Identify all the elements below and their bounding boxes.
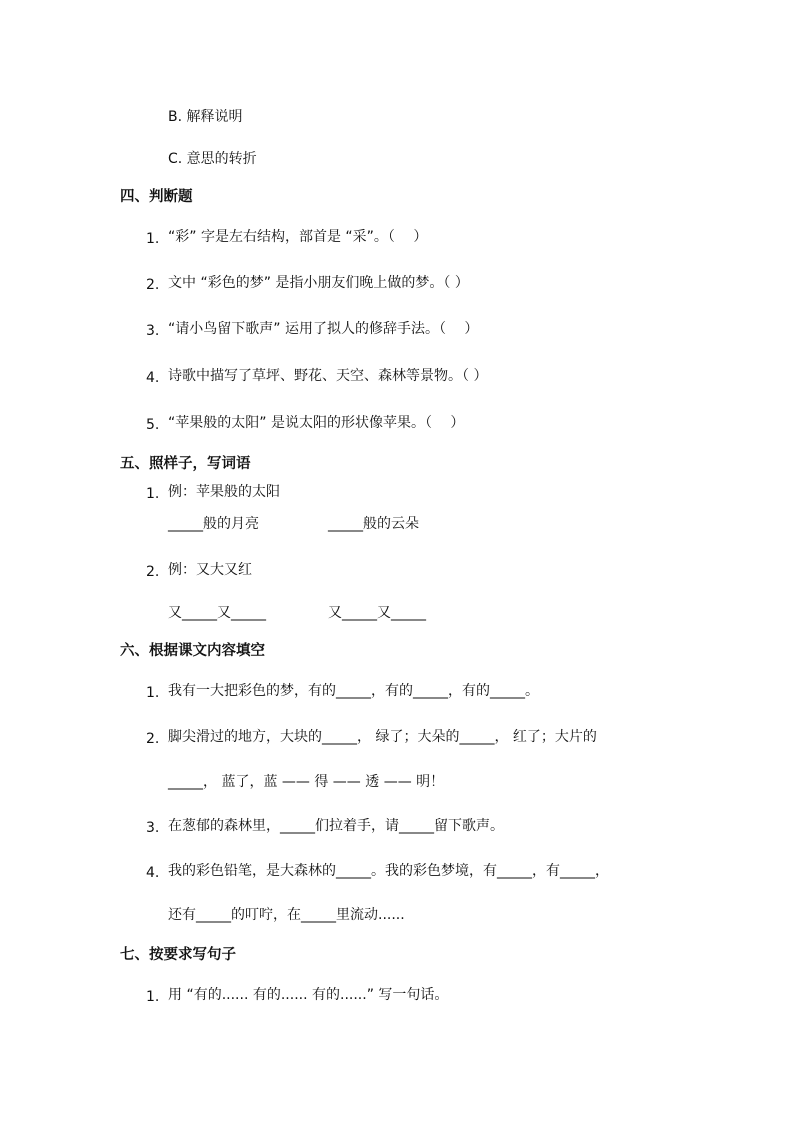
fill-sentence: 我的彩色铅笔，是大森林的_____。我的彩色梦境，有_____，有_____， [168,863,609,879]
writing-task: 用 “有的...... 有的...... 有的......” 写一句话。 [168,987,449,1003]
question-number: 2. [146,731,160,747]
question-number: 3. [146,820,160,836]
fill-blank: _____般的云朵 [328,516,419,532]
judgement-item: 文中 “彩色的梦” 是指小朋友们晚上做的梦。（ ） [168,275,469,291]
fill-blank: 又_____又_____ [168,605,266,621]
fill-sentence: 脚尖滑过的地方，大块的_____， 绿了；大朵的_____， 红了；大片的 [168,729,597,745]
fill-sentence: 我有一大把彩色的梦，有的_____，有的_____，有的_____。 [168,683,539,699]
section-4-heading: 四、判断题 [120,189,193,205]
fill-sentence-continued: 还有_____的叮咛，在_____里流动...... [168,907,405,923]
section-5-heading: 五、照样子，写词语 [120,456,251,472]
question-number: 4. [146,865,160,881]
example-text: 例：又大又红 [168,562,252,578]
question-number: 1. [146,989,160,1005]
fill-blank: _____般的月亮 [168,516,259,532]
question-number: 2. [146,564,160,580]
question-number: 4. [146,370,160,386]
question-number: 5. [146,417,160,433]
fill-sentence-continued: _____， 蓝了，蓝 —— 得 —— 透 —— 明！ [168,774,445,790]
question-number: 3. [146,323,160,339]
judgement-item: “苹果般的太阳” 是说太阳的形状像苹果。（ ） [168,415,465,431]
question-number: 2. [146,277,160,293]
option-b: B. 解释说明 [168,109,243,125]
question-number: 1. [146,486,160,502]
section-6-heading: 六、根据课文内容填空 [120,643,265,659]
example-text: 例：苹果般的太阳 [168,484,280,500]
fill-blank: 又_____又_____ [328,605,426,621]
option-c: C. 意思的转折 [168,151,257,167]
judgement-item: 诗歌中描写了草坪、野花、天空、森林等景物。（ ） [168,368,488,384]
fill-sentence: 在葱郁的森林里，_____们拉着手，请_____留下歌声。 [168,818,504,834]
judgement-item: “彩” 字是左右结构，部首是 “采”。（ ） [168,229,428,245]
question-number: 1. [146,231,160,247]
section-7-heading: 七、按要求写句子 [120,947,236,963]
judgement-item: “请小鸟留下歌声” 运用了拟人的修辞手法。（ ） [168,321,479,337]
question-number: 1. [146,685,160,701]
